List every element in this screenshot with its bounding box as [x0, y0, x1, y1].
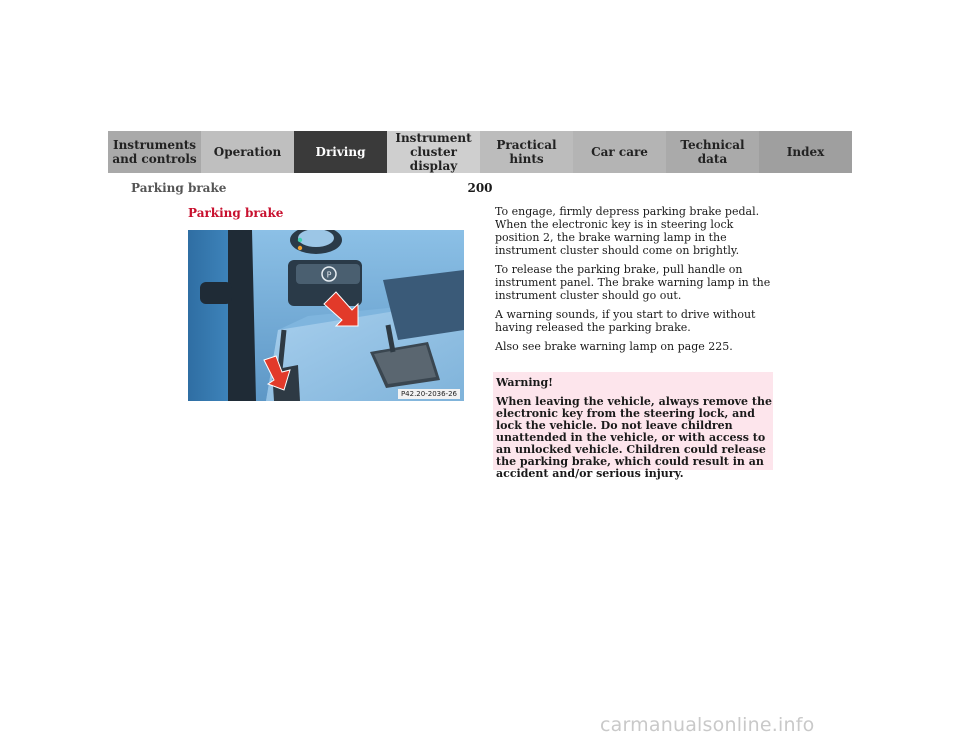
- svg-text:P: P: [326, 270, 332, 280]
- footwell-drawing: [188, 230, 464, 401]
- watermark: carmanualsonline.info: [600, 714, 815, 736]
- tab-instrument-cluster-display[interactable]: Instrument cluster display: [387, 131, 480, 173]
- tab-driving[interactable]: Driving: [294, 131, 387, 173]
- figure-reference-label: P42.20-2036-26: [398, 389, 460, 399]
- tab-car-care[interactable]: Car care: [573, 131, 666, 173]
- chapter-tab-bar: [108, 131, 852, 173]
- tab-instruments-and-controls[interactable]: Instruments and controls: [108, 131, 201, 173]
- parking-brake-illustration: [188, 230, 464, 401]
- tab-technical-data[interactable]: Technical data: [666, 131, 759, 173]
- paragraph-see-also: Also see brake warning lamp on page 225.: [495, 340, 733, 353]
- running-header-title: Parking brake: [131, 181, 227, 195]
- tab-operation[interactable]: Operation: [201, 131, 294, 173]
- page-number: 200: [467, 181, 493, 195]
- paragraph-engage: To engage, firmly depress parking brake pedal. When the electronic key is in steering lock position 2, the brake warning lamp in the instrument cluster should come on brightly.: [495, 205, 760, 257]
- warning-text: When leaving the vehicle, always remove the electronic key from the steering lock, and lock the vehicle. Do not leave children unattended in the vehicle, or with access to an unlocked vehicle. Children could release the parking brake, which could result in an accident and/or serious injury.: [496, 395, 772, 480]
- paragraph-release: To release the parking brake, pull handle on instrument panel. The brake warning lamp in the instrument cluster should go out.: [495, 263, 771, 302]
- tab-index[interactable]: Index: [759, 131, 852, 173]
- warning-title: Warning!: [496, 376, 554, 389]
- paragraph-warning-sound: A warning sounds, if you start to drive without having released the parking brake.: [495, 308, 756, 334]
- body-text: [495, 205, 777, 359]
- section-title: Parking brake: [188, 206, 284, 220]
- tab-practical-hints[interactable]: Practical hints: [480, 131, 573, 173]
- warning-box: [493, 372, 773, 480]
